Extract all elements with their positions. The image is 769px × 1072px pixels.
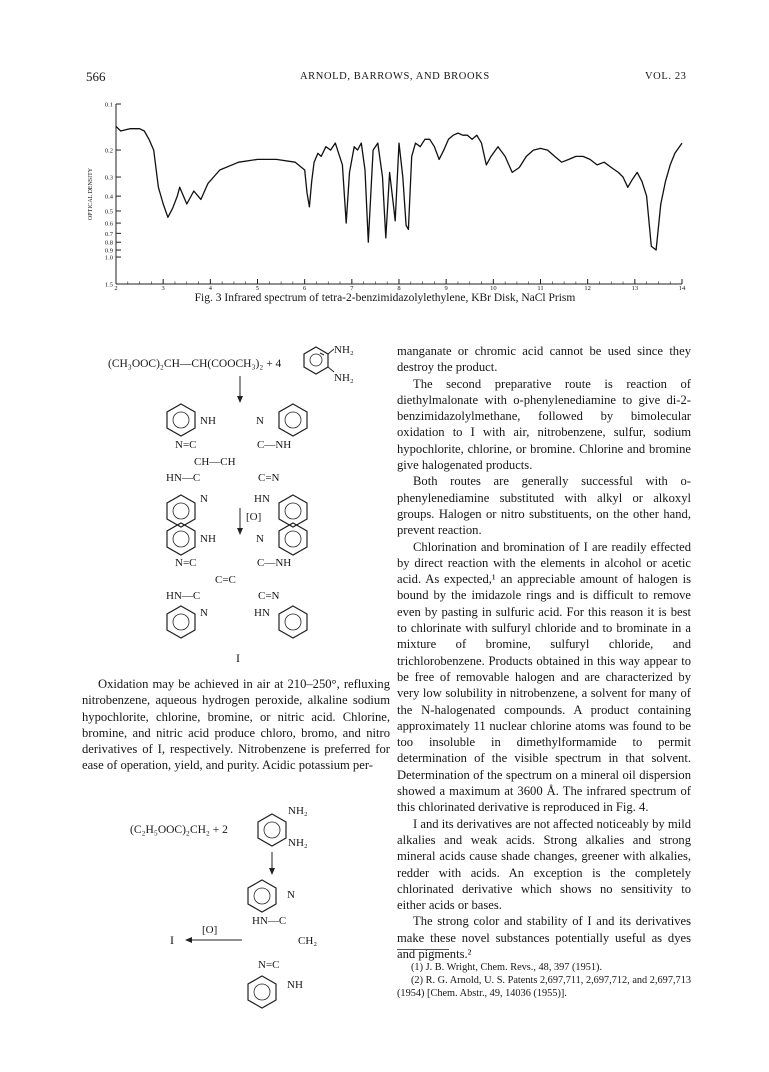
x-tick-label: 14: [678, 285, 686, 292]
reaction-scheme-1: [82, 340, 392, 675]
x-tick-label: 8: [397, 285, 401, 292]
y-tick-label: 0.8: [104, 239, 113, 247]
svg-text:C—NH: C—NH: [257, 439, 292, 451]
footnote-separator: [397, 949, 449, 950]
x-tick-label: 13: [631, 285, 639, 292]
svg-text:NH₂: NH₂: [288, 837, 308, 849]
y-tick-label: 0.6: [104, 220, 113, 228]
x-tick-label: 7: [350, 285, 354, 292]
svg-text:CH—CH: CH—CH: [194, 456, 236, 468]
x-tick-label: 12: [584, 285, 591, 292]
x-tick-label: 11: [537, 285, 544, 292]
svg-text:N: N: [200, 493, 208, 505]
svg-text:NH: NH: [200, 533, 216, 545]
svg-text:HN: HN: [254, 607, 270, 619]
right-column-text: [397, 343, 691, 962]
reaction-scheme-2: [82, 800, 392, 1062]
y-tick-label: 0.5: [104, 208, 113, 216]
svg-text:HN—C: HN—C: [252, 915, 287, 927]
running-title: ARNOLD, BARROWS, AND BROOKS: [300, 71, 490, 82]
reference-1: (1) J. B. Wright, Chem. Revs., 48, 397 (1951).: [411, 962, 603, 973]
ir-spectrum-chart: [80, 94, 690, 294]
y-tick-label: 1.5: [104, 281, 113, 289]
x-tick-label: 2: [114, 285, 118, 292]
svg-text:CH₂: CH₂: [298, 935, 318, 947]
page-number: 566: [86, 69, 106, 84]
svg-text:C=N: C=N: [258, 590, 280, 602]
svg-text:N: N: [200, 607, 208, 619]
svg-text:HN: HN: [254, 493, 270, 505]
paragraph-3: Both routes are generally successful with o-phenylenediamine substituted with alkyl or alkoxyl groups. Halogen or nitro substituents, on the other hand, prevent reaction.: [397, 474, 691, 538]
svg-text:N: N: [256, 415, 264, 427]
svg-text:N: N: [287, 889, 295, 901]
svg-text:HN—C: HN—C: [166, 472, 201, 484]
y-tick-label: 0.4: [104, 193, 113, 201]
svg-text:N=C: N=C: [175, 557, 197, 569]
references: [397, 961, 691, 1001]
y-tick-label: 0.2: [104, 147, 113, 155]
phenylenediamine-ring: [304, 347, 328, 374]
svg-text:C—NH: C—NH: [257, 557, 292, 569]
y-tick-label: 0.1: [104, 101, 113, 109]
left-paragraph: Oxidation may be achieved in air at 210–250°, refluxing nitrobenzene, aqueous hydrogen peroxide, alkaline sodium hypochlorite, chlorine, bromine, or nitric acid. Chlorine, bromine, and nitric acid produce chloro, bromo, and nitro derivatives of I, respectively. Nitrobenzene is preferred for ease of operation, yield, and purity. Acidic potassium per-: [82, 677, 390, 773]
reference-2: (2) R. G. Arnold, U. S. Patents 2,697,711, 2,697,712, and 2,697,713 (1954) [Chem. Abstr., 49, 14036 (1955)].: [397, 975, 691, 1000]
svg-text:N=C: N=C: [175, 439, 197, 451]
amine-bottom: NH₂: [334, 372, 354, 384]
y-tick-label: 0.7: [104, 230, 113, 238]
paragraph-6: The strong color and stability of I and its derivatives make these novel substances potentially useful as dyes and pigments.²: [397, 914, 691, 961]
paragraph-1: manganate or chromic acid cannot be used since they destroy the product.: [397, 344, 691, 375]
amine-top: NH₂: [334, 344, 354, 356]
svg-text:C=N: C=N: [258, 472, 280, 484]
bis-benzimidazole-methane: [248, 880, 276, 912]
x-tick-label: 6: [303, 285, 307, 292]
paragraph-4: Chlorination and bromination of I are readily effected by direct reaction with the elements in alcohol or acetic acid. As expected,¹ an appreciable amount of halogen is bound by the imidazole rings and is difficult to remove even by pasting in sulfuric acid. For this reason it is best to chlorinate with sulfuryl chloride and to brominate in a mixture of bromine, sulfuryl chloride, and trichlorobenzene. Products obtained in this way appear to be free of removable halogen and are characterized by very low solubility in nitrobenzene, a solvent for many of the N-halogenated compounds. A product containing approximately 11 nuclear chlorine atoms was found to be too insoluble in dimethylformamide to permit determination of the visible spectrum in that solvent. Determination of the spectrum on a mineral oil dispersion showed a maximum at 3600 Å. The infrared spectrum of this chlorinated derivative is reproduced in Fig. 4.: [397, 539, 691, 815]
compound-label-I: I: [236, 651, 240, 665]
intermediate-structure: [166, 404, 307, 527]
svg-text:NH: NH: [200, 415, 216, 427]
svg-text:HN—C: HN—C: [166, 590, 201, 602]
x-tick-label: 4: [208, 285, 212, 292]
x-tick-label: 9: [444, 285, 448, 292]
scheme1-oxidation: [O]: [246, 511, 262, 523]
scheme2-reagent: (C₂H₅OOC)₂CH₂ + 2: [130, 824, 228, 836]
paragraph-5: I and its derivatives are not affected noticeably by mild alkalies and weak acids. Strong alkalies and strong mineral acids cause shade changes, greener with alkalies, redder with acids. An exception is the completely chlorinated derivative which shows no sensitivity to either acids or bases.: [397, 816, 691, 913]
svg-text:NH: NH: [287, 979, 303, 991]
product-structure-I: [166, 523, 307, 638]
svg-text:C=C: C=C: [215, 574, 236, 586]
scheme1-reagent: (CH₃OOC)₂CH—CH(COOCH₃)₂ + 4: [108, 358, 282, 370]
paragraph-2: The second preparative route is reaction of diethylmalonate with o-phenylenediamine to give di-2-benzimidazolylmethane, followed by bimolecular oxidation to I with air, nitrobenzene, sulfur, sodium hypochlorite, chlorine, or bromine. Chlorine and bromine give halogenated products.: [397, 376, 691, 473]
y-tick-label: 1.0: [104, 254, 113, 262]
x-tick-label: 10: [490, 285, 497, 292]
y-tick-label: 0.3: [104, 174, 113, 182]
spectrum-line: [116, 126, 682, 250]
svg-text:NH₂: NH₂: [288, 805, 308, 817]
svg-text:[O]: [O]: [202, 924, 218, 936]
x-tick-label: 5: [255, 285, 260, 292]
svg-text:N: N: [256, 533, 264, 545]
chart-series: [116, 126, 682, 250]
product-label-I: I: [170, 933, 174, 947]
y-axis-label: OPTICAL DENSITY: [88, 167, 94, 221]
volume-label: VOL. 23: [645, 71, 687, 82]
figure-caption: Fig. 3 Infrared spectrum of tetra-2-benzimidazolylethylene, KBr Disk, NaCl Prism: [194, 292, 576, 304]
x-tick-label: 3: [161, 285, 165, 292]
y-tick-label: 0.9: [104, 247, 113, 255]
svg-text:N=C: N=C: [258, 959, 280, 971]
chart-axes: [116, 104, 682, 284]
